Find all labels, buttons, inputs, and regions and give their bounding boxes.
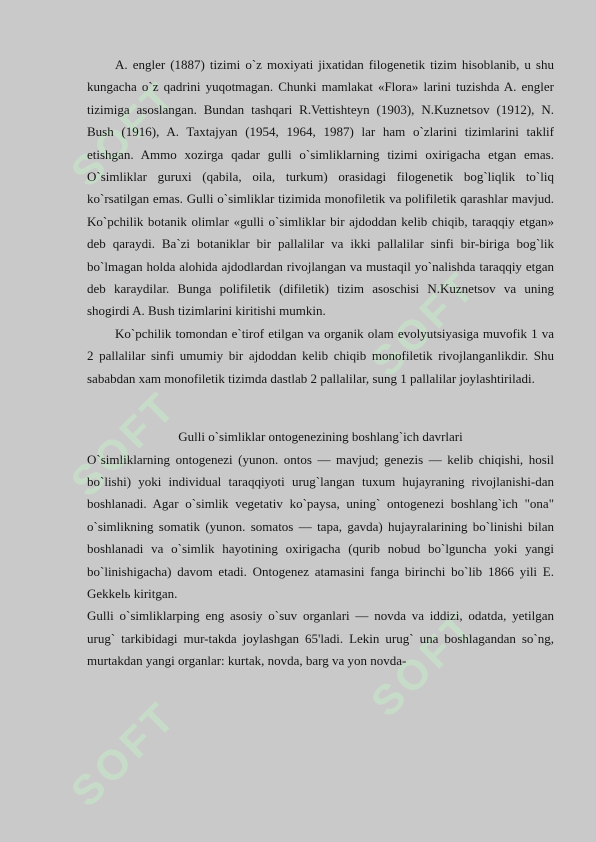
watermark-2: SOFT: [361, 261, 486, 386]
watermark-3: SOFT: [61, 381, 186, 506]
watermark-5: SOFT: [61, 691, 186, 816]
watermark-4: SOFT: [361, 601, 486, 726]
watermark-1: SOFT: [61, 71, 186, 196]
page-body: [87, 54, 554, 673]
paragraph-vegetative-organs: Gulli o`simliklarping eng asosiy o`suv organlari — novda va iddizi, odatda, yetilgan urug` tarkibidagi mur-takda joylashgan 65'ladi. Lekin urug` una boshlagandan so`ng, murtakdan yangi organlar: kurtak, novda, barg va yon novda-: [87, 608, 554, 669]
paragraph-ontogenesis: O`simliklarning ontogenezi (yunon. ontos — mavjud; genezis — kelib chiqishi, hosil bo`lishi) yoki individual taraqqiyoti urug`langan tuxum hujayraning rivojlanishi-dan boshlanadi. Agar o`simlik vegetativ ko`paysa, uning` ontogenezi boshlang`ich "ona" o`simlikning somatik (yunon. somatos — tapa, gavda) hujayralarining bo`linishi bilan boshlanadi va o`simlik hayotining oxirigacha (qurib nobud bo`lguncha yoki yangi bo`linishigacha) davom etadi. Ontogenez atamasini fanga birinchi bo`lib 1866 yili E. Gekkelь kiritgan.: [87, 451, 554, 601]
paragraph-monophyletic: Ko`pchilik tomondan e`tirof etilgan va organik olam evolyutsiyasiga muvofik 1 va 2 pallalilar sinfi umumiy bir ajdoddan kelib chiqib monofiletik rivojlanganlikdir. Shu sababdan xam monofiletik tizimda dastlab 2 pallalilar, sung 1 pallalilar joylashtiriladi.: [87, 325, 554, 386]
section-heading: Gulli o`simliklar ontogenezining boshlang`ich davrlari: [178, 429, 463, 445]
paragraph-engler-system: A. engler (1887) tizimi o`z moxiyati jixatidan filogenetik tizim hisoblanib, u shu kungacha o`z qadrini yuqotmagan. Chunki mamlakat «Flora» larini tuzishda A. engler tizimiga asoslangan. Bundan tashqari R.Vettishteyn (1903), N.Kuznetsov (1912), N. Bush (1916), A. Taxtajyan (1954, 1964, 1987) lar ham o`zlarini tizimlarini taklif etishgan. Ammo xozirga qadar gulli o`simliklarning tizimi oxirigacha etgan emas. O`simliklar guruxi (qabila, oila, turkum) orasidagi filogenetik bog`liqlik to`liq ko`rsatilgan emas. Gulli o`simliklar tizimida monofiletik va polifiletik qarashlar mavjud. Ko`pchilik botanik olimlar «gulli o`simliklar bir ajdoddan kelib chiqib, taraqqiy etgan» deb qaraydi. Ba`zi botaniklar bir pallalilar va ikki pallalilar sinfi bir-biriga bog`lik bo`lmagan holda alohida ajdodlardan rivojlangan va mustaqil yo`nalishda taraqqiy etgan deb karaydilar. Bunga polifiletik (difiletik) tizim asoschisi N.Kuznetsov va uning shogirdi A. Bush tizimlarini kiritishi mumkin.: [87, 57, 554, 319]
